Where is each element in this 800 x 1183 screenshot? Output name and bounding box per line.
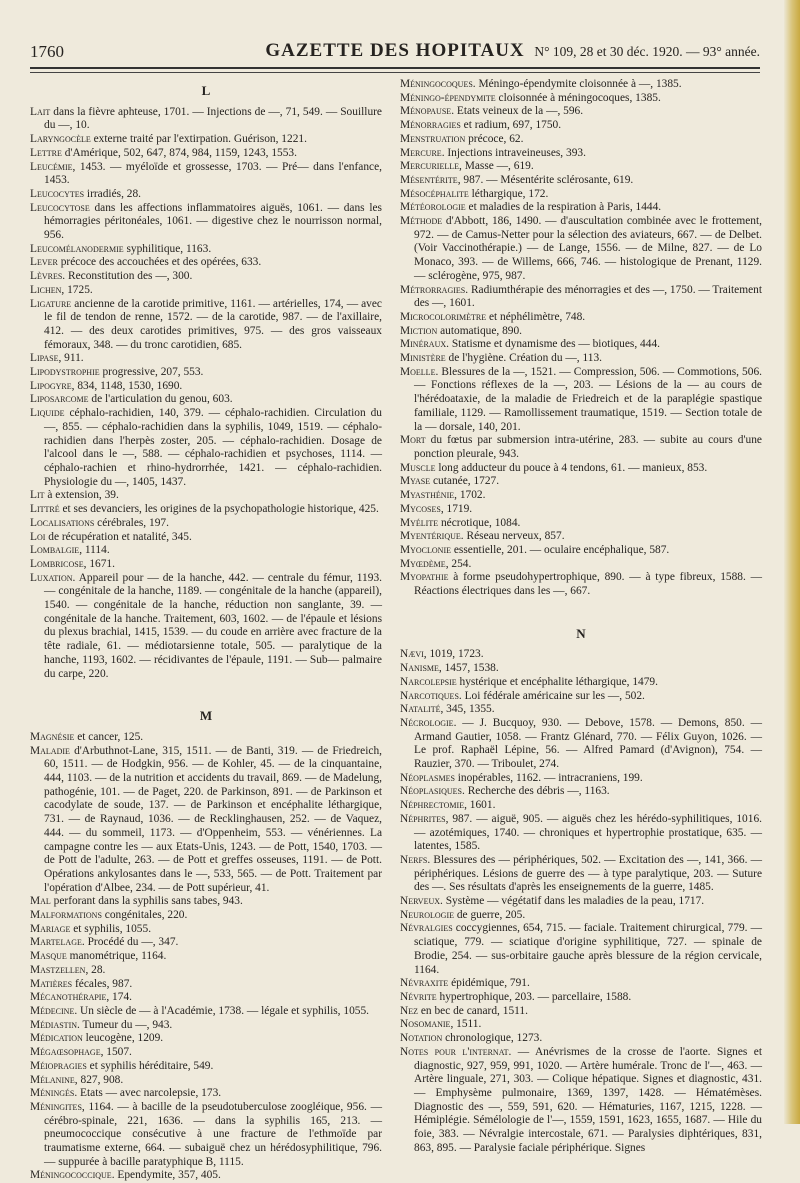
entry-text: . Ependymite, 357, 405. — [111, 1169, 221, 1182]
index-entry — [30, 558, 382, 572]
index-entry — [30, 517, 382, 531]
entry-text: congénitales, 220. — [101, 909, 188, 922]
entry-keyword: Nerveux — [400, 895, 441, 908]
entry-text: et maladies de la respiration à Paris, 1444. — [465, 201, 662, 214]
index-entry — [30, 531, 382, 545]
entry-keyword: Minéraux — [400, 338, 447, 351]
index-entry — [30, 1101, 382, 1170]
entry-keyword: Myentérique — [400, 530, 461, 543]
entry-keyword: Liposarcome — [30, 393, 89, 406]
entry-text: , 1511. — [450, 1018, 482, 1031]
index-entry — [400, 648, 762, 662]
entry-text: , 834, 1148, 1530, 1690. — [71, 379, 183, 392]
index-entry — [400, 571, 762, 598]
entry-keyword: Mésocéphalite — [400, 187, 469, 200]
entry-keyword: Liquide — [30, 407, 65, 420]
index-entry — [30, 393, 382, 407]
index-entry — [400, 799, 762, 813]
entry-text: . Reconstitution des —, 300. — [62, 270, 193, 283]
index-entry — [30, 243, 382, 257]
entry-keyword: Néoplasiques — [400, 785, 463, 798]
index-entry — [30, 298, 382, 353]
index-entry — [30, 572, 382, 682]
index-entry — [400, 366, 762, 435]
entry-text: . Tumeur du —, 943. — [77, 1018, 173, 1031]
index-entry — [400, 772, 762, 786]
entry-keyword: Miction — [400, 324, 438, 337]
index-entry — [400, 909, 762, 923]
entry-text: et cancer, 125. — [74, 730, 144, 743]
entry-keyword: Leucémie — [30, 160, 73, 173]
index-entry — [400, 662, 762, 676]
entry-keyword: Littré — [30, 503, 60, 516]
index-entry — [400, 690, 762, 704]
entry-keyword: Neurologie — [400, 908, 454, 921]
entry-text: syphilitique, 1163. — [123, 242, 212, 255]
entry-text: hystérique et encéphalite léthargique, 1479. — [456, 675, 658, 688]
entry-text: léthargique, 172. — [468, 187, 549, 200]
entry-keyword: Méiopragies — [30, 1059, 87, 1072]
index-entry — [30, 909, 382, 923]
entry-text: progressive, 207, 553. — [99, 366, 204, 379]
entry-text: , 1114. — [79, 544, 110, 557]
index-entry — [30, 202, 382, 243]
entry-text: , 1453. — myéloïde et grossesse, 1703. — Pré— dans l'enfance, 1453. — [44, 160, 382, 187]
entry-keyword: Nanisme — [400, 662, 439, 675]
entry-keyword: Narcolepsie — [400, 675, 457, 688]
entry-text: de l'hygiène. Création du —, 113. — [445, 352, 603, 365]
entry-text: , 174. — [106, 991, 132, 1004]
section-letter-n: N — [576, 625, 586, 641]
index-entry — [400, 215, 762, 284]
index-entry — [30, 284, 382, 298]
entry-text: . Recherche des débris —, 1163. — [462, 785, 610, 798]
index-entry — [400, 977, 762, 991]
header-rule-thick — [30, 67, 760, 69]
entry-text: . Blessures de la —, 1521. — Compression, 506. — Commotions, 506. — Fonctions réflexes de la —, 203. — Lésions de la — au cours de l'hérédoataxie, de la maladie de Friedreich et de la paraplégie spastique familiale, 1129. — Ramollissement traumatique, 1519. — Section totale de la — dorsale, 140, 201. — [414, 365, 762, 433]
entry-keyword: Martelage — [30, 936, 82, 949]
index-entry — [400, 1032, 762, 1046]
entry-keyword: Méthode — [400, 215, 443, 228]
entry-keyword: Notation — [400, 1032, 443, 1045]
index-entry — [400, 311, 762, 325]
entry-keyword: Moelle — [400, 365, 436, 378]
index-entry — [30, 133, 382, 147]
entry-text: de l'articulation du genou, 603. — [88, 393, 233, 406]
entry-text: , 28. — [85, 963, 106, 976]
entry-keyword: Ministère — [400, 352, 446, 365]
page-header — [30, 38, 760, 64]
entry-keyword: Mercure — [400, 146, 442, 159]
entry-text: d'Abbott, 186, 1490. — d'auscultation combinée avec le frottement, 972. — de Camus-Netter pour la sélection des aviateurs, 667. — de Delbet. (Voir Vaccinothérapie.) — de Lange, 1556. — de Milne, 827. — de Lo Monaco, 393. — de Willems, 666, 746. — histologique de Prenant, 1129. — sclérogène, 975, 987. — [414, 215, 762, 282]
entry-keyword: Médication — [30, 1032, 83, 1045]
entry-text: de récupération et natalité, 345. — [45, 530, 192, 543]
entry-keyword: Météorologie — [400, 201, 466, 214]
entry-keyword: Mercurielle — [400, 160, 460, 173]
index-entry — [400, 92, 762, 106]
index-entry — [400, 813, 762, 854]
entry-text: , 1725. — [61, 283, 93, 296]
entry-text: dans la fièvre aphteuse, 1701. — Injections de —, 71, 549. — Souillure du —, 10. — [44, 105, 382, 132]
left-column — [30, 78, 382, 1183]
index-entry — [30, 1074, 382, 1088]
entry-text: externe traité par l'extirpation. Guérison, 1221. — [90, 133, 307, 146]
entry-text: automatique, 890. — [437, 324, 523, 337]
entry-text: du fœtus par submersion intra-utérine, 283. — subite au cours d'une ponction pleurale, 943. — [414, 434, 762, 460]
index-entry — [30, 1060, 382, 1074]
entry-text: , 345, 1355. — [440, 703, 495, 716]
entry-text: cloisonnée à méningocoques, 1385. — [495, 91, 661, 104]
entry-keyword: Lait — [30, 105, 51, 118]
index-entry — [400, 558, 762, 572]
entry-keyword: Méningocoques — [400, 78, 473, 90]
header-rule-thin — [30, 72, 760, 73]
scan-edge — [784, 0, 800, 1124]
entry-text: . Appareil pour — de la hanche, 442. — centrale du fémur, 1193. — congénitale de la hanche, 1189. — congénitale de la hanche (appareil), 1540. — congénitale de la hanche, réduction non sanglante, 39. — congénitale de la hanche. Traitement, 603, 1602. — de l'épaule et lésions du plexus brachial, 1415, 1539. — du coude en arrière avec fracture de la tête radiale, 61. — médiotarsienne totale, 505. — paralytique de la hanche, 1193, 1602. — récidivantes de l'épaule, 1191. — Sub— palmaire du carpe, 220. — [44, 571, 382, 680]
entry-text: , Masse —, 619. — [459, 160, 534, 173]
entry-text: précoce, 62. — [465, 132, 524, 145]
entry-text: . Procédé du —, 347. — [81, 936, 179, 949]
index-entry — [30, 503, 382, 517]
issue-info: N° 109, 28 et 30 déc. 1920. — 93° année. — [534, 44, 760, 59]
index-entry — [400, 105, 762, 119]
index-entry — [30, 895, 382, 909]
entry-keyword: Médiastin — [30, 1018, 78, 1031]
entry-keyword: Nerfs — [400, 853, 428, 866]
entry-keyword: Mal — [30, 895, 51, 908]
index-entry — [400, 201, 762, 215]
entry-text: cutanée, 1727. — [430, 475, 500, 488]
entry-keyword: Myœdème — [400, 557, 446, 570]
entry-text: . Radiumthérapie des ménorragies et des —, 1750. — Traitement des —, 1601. — [414, 283, 762, 310]
index-entry — [400, 160, 762, 174]
entry-text: , 987. — Mésentérite sclérosante, 619. — [457, 173, 634, 186]
index-entry — [30, 1019, 382, 1033]
entry-keyword: Nosomanie — [400, 1018, 451, 1031]
entry-keyword: Lever — [30, 256, 58, 269]
entry-text: . Méningo-épendymite cloisonnée à —, 1385. — [472, 78, 682, 90]
entry-keyword: Lipogyre — [30, 379, 72, 392]
index-entry — [30, 964, 382, 978]
index-entry — [30, 188, 382, 202]
entry-keyword: Ménopause — [400, 105, 452, 118]
section-letter-m: M — [199, 708, 213, 724]
entry-keyword: Luxation — [30, 571, 73, 584]
index-entry — [30, 923, 382, 937]
entry-keyword: Nez — [400, 1004, 418, 1017]
index-entry — [30, 106, 382, 133]
entry-keyword: Loi — [30, 530, 46, 543]
entry-keyword: Méningo-épendymite — [400, 91, 496, 104]
index-entry — [400, 338, 762, 352]
entry-keyword: Lipase — [30, 352, 59, 365]
index-entry — [400, 489, 762, 503]
index-entry — [400, 133, 762, 147]
entry-keyword: Néphrectomie — [400, 799, 465, 812]
entry-text: coccygiennes, 654, 715. — faciale. Traitement chirurgical, 779. — sciatique, 779. — sciatique d'origine syphilitique, 727. — spinale de Brodie, 254. — sus-orbitaire gauche après blessure de la région cervicale, 1164. — [414, 922, 762, 976]
index-entry — [400, 703, 762, 717]
index-entry — [400, 1018, 762, 1032]
index-entry — [30, 1005, 382, 1019]
entry-keyword: Maladie — [30, 744, 70, 757]
entry-keyword: Néoplasmes — [400, 771, 455, 784]
entry-keyword: Myopathie — [400, 571, 449, 584]
entry-keyword: Natalité — [400, 703, 441, 716]
index-entry — [30, 352, 382, 366]
entry-keyword: Ménorragies — [400, 119, 461, 132]
entry-text: nécrotique, 1084. — [438, 516, 521, 529]
entry-text: céphalo-rachidien, 140, 379. — céphalo-rachidien. Circulation du —, 855. — céphalo-rachidien dans la syphilis, 1049, 1519. — céphalo-rachidien dans l'herpès zoster, 205. — céphalo-rachidien. Dosage de l'alcool dans le —, 588. — céphalo-rachidien et psychoses, 1114. — céphalo-rachien et rhino-hydrorrhée, 1421. — céphalo-rachidien. Physiologie du —, 1405, 1437. — [44, 407, 382, 488]
index-entry — [400, 78, 762, 92]
index-entry — [30, 745, 382, 896]
index-entry — [400, 991, 762, 1005]
entry-keyword: Mésentérite — [400, 173, 458, 186]
entry-keyword: Narcotiques — [400, 689, 459, 702]
entry-keyword: Leucocytes — [30, 187, 85, 200]
index-entry — [30, 407, 382, 489]
entry-text: . Blessures des — périphériques, 502. — Excitation des —, 141, 366. — périphériques. Lésions de guerre des — à type paralytique, 203. — Suture des —. Ses résultats d'après les enseignements de la guerre, 1485. — [414, 853, 762, 894]
entry-keyword: Néphrites — [400, 812, 446, 825]
journal-title: GAZETTE DES HOPITAUX — [265, 40, 525, 61]
entry-text: , 1719. — [440, 502, 473, 515]
entry-text: cérébrales, 197. — [94, 516, 169, 529]
entry-text: , 1702. — [454, 489, 486, 502]
index-entry — [30, 380, 382, 394]
index-entry — [400, 530, 762, 544]
entry-text: essentielle, 201. — oculaire encéphalique, 587. — [451, 543, 670, 556]
entry-keyword: Méningés — [30, 1087, 75, 1100]
entry-text: en bec de canard, 1511. — [418, 1004, 528, 1017]
index-entry — [400, 325, 762, 339]
entry-keyword: Méningites — [30, 1100, 82, 1113]
entry-text: et syphilis, 1055. — [70, 922, 152, 935]
entry-text: et radium, 697, 1750. — [460, 119, 562, 132]
index-entry — [30, 1046, 382, 1060]
entry-text: et ses devanciers, les origines de la psychopathologie historique, 425. — [59, 503, 379, 516]
index-entry — [30, 147, 382, 161]
entry-keyword: Leucocytose — [30, 201, 90, 214]
entry-keyword: Localisations — [30, 516, 95, 529]
index-entry — [400, 544, 762, 558]
entry-keyword: Lèvres — [30, 270, 63, 283]
entry-text: . Loi fédérale américaine sur les —, 502. — [458, 689, 645, 702]
index-entry — [30, 1169, 382, 1183]
entry-text: ancienne de la carotide primitive, 1161. — artérielles, 174, — avec le fil de tendon de renne, 1572. — de la carotide, 987. — de l'axillaire, 412. — des deux carotides primitives, 975. — des gros vaisseaux fémoraux, 348. — du tronc carotidien, 685. — [44, 297, 382, 351]
entry-text: , 1671. — [83, 557, 115, 570]
entry-text: à extension, 39. — [44, 489, 119, 502]
entry-keyword: Ligature — [30, 297, 72, 310]
entry-text: . Etats — avec narcolepsie, 173. — [74, 1087, 222, 1100]
entry-text: perforant dans la syphilis sans tabes, 943. — [50, 895, 243, 908]
entry-keyword: Leucomélanodermie — [30, 242, 124, 255]
entry-text: hypertrophique, 203. — parcellaire, 1588. — [436, 991, 632, 1003]
entry-keyword: Malformations — [30, 909, 102, 922]
index-entry — [30, 1087, 382, 1101]
entry-keyword: Lit — [30, 489, 45, 502]
index-entry — [400, 717, 762, 772]
entry-keyword: Mégaœsophage — [30, 1046, 101, 1059]
entry-text: chronologique, 1273. — [442, 1032, 543, 1045]
index-entry — [30, 270, 382, 284]
index-entry — [30, 1032, 382, 1046]
index-entry — [30, 950, 382, 964]
entry-text: . Statisme et dynamisme des — biotiques, 444. — [446, 338, 660, 351]
entry-text: épidémique, 791. — [448, 977, 530, 990]
index-entry — [400, 147, 762, 161]
index-entry — [400, 785, 762, 799]
entry-text: . Etats veineux de la —, 596. — [451, 105, 584, 118]
entry-keyword: Névrite — [400, 991, 437, 1003]
entry-text: fécales, 987. — [72, 977, 133, 990]
entry-keyword: Lipodystrophie — [30, 366, 100, 379]
entry-keyword: Mécanothérapie — [30, 991, 107, 1004]
index-entry — [400, 462, 762, 476]
entry-text: d'Arbuthnot-Lane, 315, 1511. — de Banti, 319. — de Friedreich, 60, 1511. — de Hodgkin, 956. — de Kohler, 45. — de la cinquantaine, 444, 1103. — de la nutrition et accidents du travail, 869. — de Madelung, pathogénie, 101. — de Paget, 220. de Parkinson, 891. — de Parkinson et cacodylate de soude, 137. — de Parkinson et encéphalite léthargique, 731. — de Raynaud, 1036. — de Recklinghausen, 252. — de Vaquez, 444. — du sommeil, 1173. — d'Oppenheim, 553. — vénériennes. La campagne contre les — aux Etats-Unis, 1243. — de Pott, 1540, 1703. — de Pott de l'adulte, 263. — de Pott et greffes osseuses, 1191. — de Pott. Opérations ankylosantes dans le —, 533, 565. — de Pott. Traitement par l'opération d'Albee, 234. — de Pott supérieur, 41. — [44, 744, 382, 894]
entry-keyword: Mélanine — [30, 1073, 75, 1086]
entry-keyword: Lettre — [30, 146, 62, 159]
index-entry — [30, 544, 382, 558]
entry-text: , 1457, 1538. — [438, 662, 499, 675]
entry-text: . Système — végétatif dans les maladies de la peau, 1717. — [440, 895, 705, 908]
entry-keyword: Lombalgie — [30, 544, 80, 557]
entry-keyword: Notes pour l'internat — [400, 1045, 509, 1058]
entry-keyword: Mastzellen — [30, 963, 86, 976]
entry-text: , 1019, 1723. — [423, 648, 484, 661]
index-entry — [30, 366, 382, 380]
entry-text: , 911. — [58, 352, 84, 365]
entry-keyword: Métrorragies — [400, 283, 466, 296]
index-entry — [400, 503, 762, 517]
index-entry — [30, 256, 382, 270]
index-entry — [400, 1005, 762, 1019]
entry-keyword: Myoclonie — [400, 543, 452, 556]
entry-keyword: Nævi — [400, 648, 424, 661]
index-entry — [400, 854, 762, 895]
index-entry — [400, 475, 762, 489]
entry-text: de guerre, 205. — [454, 908, 526, 921]
entry-text: . — J. Bucquoy, 930. — Debove, 1578. — Demons, 850. — Armand Gautier, 1058. — Frantz Glénard, 770. — Félix Guyon, 1026. — Le prof. Raphaël Lépine, 56. — Alfred Pamard (d'Avignon), 754. — Rauzier, 370. — Triboulet, 274. — [414, 716, 762, 771]
entry-text: , 987. — aiguë, 905. — aiguës chez les hérédo-syphilitiques, 1016. — azotémiques, 1740. — chroniques et hypertrophie prostatique, 635. — latentes, 1585. — [414, 812, 762, 853]
page-number: 1760 — [30, 42, 64, 61]
entry-keyword: Muscle — [400, 461, 436, 474]
entry-text: . Injections intraveineuses, 393. — [441, 146, 586, 159]
entry-keyword: Microcolorimètre — [400, 310, 487, 323]
index-entry — [400, 434, 762, 461]
entry-text: dans les affections inflammatoires aiguës, 1061. — dans les hémorragies péritonéales, 1061. — digestive chez le nourrisson normal, 956. — [44, 201, 382, 242]
right-column — [400, 78, 762, 1155]
entry-keyword: Myélite — [400, 516, 439, 529]
entry-text: . Réseau nerveux, 857. — [460, 530, 565, 543]
entry-keyword: Méningococcique — [30, 1169, 112, 1182]
index-entry — [30, 936, 382, 950]
index-entry — [400, 895, 762, 909]
index-entry — [400, 517, 762, 531]
index-entry — [400, 1046, 762, 1156]
entry-text: manométrique, 1164. — [66, 950, 167, 963]
index-entry — [30, 991, 382, 1005]
entry-text: , 1507. — [100, 1046, 132, 1059]
entry-text: , 827, 908. — [74, 1073, 124, 1086]
entry-keyword: Lombricose — [30, 557, 84, 570]
entry-text: long adducteur du pouce à 4 tendons, 61. — manieux, 853. — [435, 461, 708, 474]
entry-keyword: Masque — [30, 950, 67, 963]
entry-keyword: Médecine — [30, 1005, 75, 1017]
entry-text: , 1601. — [464, 799, 496, 812]
index-entry — [400, 188, 762, 202]
index-entry — [30, 161, 382, 188]
index-entry — [30, 489, 382, 503]
entry-keyword: Myasthénie — [400, 489, 455, 502]
entry-keyword: Magnésie — [30, 730, 75, 743]
entry-text: inopérables, 1162. — intracraniens, 199. — [454, 771, 643, 784]
entry-keyword: Lichen — [30, 283, 62, 296]
index-entry — [400, 676, 762, 690]
index-entry — [400, 284, 762, 311]
entry-text: à forme pseudohypertrophique, 890. — à type fibreux, 1588. — Réactions électriques dans les —, 667. — [414, 571, 762, 598]
index-entry — [400, 119, 762, 133]
section-letter-l: L — [201, 83, 211, 98]
index-entry — [400, 174, 762, 188]
entry-text: d'Amérique, 502, 647, 874, 984, 1159, 1243, 1553. — [61, 146, 297, 159]
entry-keyword: Mort — [400, 434, 426, 447]
entry-keyword: Laryngocèle — [30, 133, 91, 146]
entry-text: précoce des accouchées et des opérées, 633. — [57, 256, 262, 269]
entry-keyword: Mycoses — [400, 502, 441, 515]
entry-text: irradiés, 28. — [84, 187, 142, 200]
index-entry — [30, 978, 382, 992]
entry-keyword: Matières — [30, 977, 73, 990]
index-entry — [400, 352, 762, 366]
entry-text: , 1164. — à bacille de la pseudotuberculose zoogléique, 956. — cérébro-spinale, 221, 1636. — dans la syphilis 165, 213. — pneumococcique consécutive à une fracture de l'ethmoïde par traumatisme externe, 664. — subaiguë chez un hérédosyphilitique, 796. — suppurée à bacille paratyphique B, 1115. — [44, 1100, 382, 1168]
entry-keyword: Mariage — [30, 922, 71, 935]
index-entry — [400, 922, 762, 977]
entry-text: , 254. — [445, 557, 472, 570]
entry-text: . Un siècle de — à l'Académie, 1738. — légale et syphilis, 1055. — [74, 1005, 369, 1017]
entry-text: . — Anévrismes de la crosse de l'aorte. Signes et diagnostic, 927, 959, 991, 1020. — Artère humérale. Tronc de l'—, 463. — Artère linguale, 271, 303. — Colique hépatique. Signes et diagnostic, 431. — Emphysème pulmonaire, 1369, 1397, 1428. — Hématémèses. Diagnostic des —, 559, 591, 620. — Hématuries, 1167, 1215, 1228. — Hémiplégie. Sémélologie de l'—, 1559, 1591, 1623, 1655, 1687. — Hile du foie, 383. — Névralgie intercostale, 671. — Paralysies diphtériques, 831, 863, 895. — Paralysie faciale périphérique. Signes — [414, 1045, 762, 1154]
entry-text: et syphilis héréditaire, 549. — [86, 1059, 214, 1072]
entry-keyword: Nécrologie — [400, 716, 454, 729]
entry-keyword: Névralgies — [400, 922, 453, 935]
index-entry — [30, 731, 382, 745]
entry-text: et néphélimètre, 748. — [486, 310, 586, 323]
entry-keyword: Névraxite — [400, 977, 449, 990]
entry-keyword: Menstruation — [400, 132, 466, 145]
entry-text: leucogène, 1209. — [82, 1032, 164, 1045]
entry-keyword: Myase — [400, 475, 431, 488]
